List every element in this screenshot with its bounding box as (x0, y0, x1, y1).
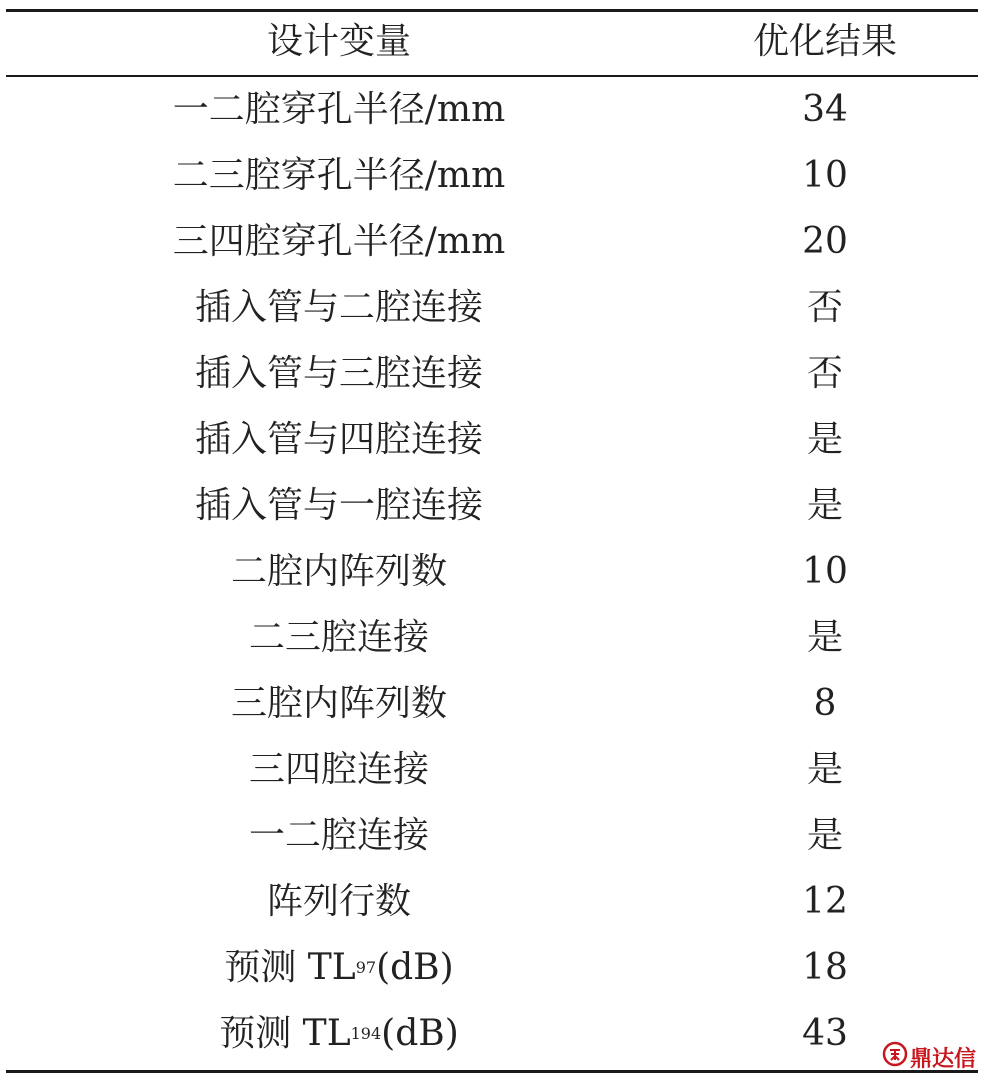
tl194-label-suffix: (dB) (381, 1013, 459, 1054)
header-design-variable: 设计变量 (266, 21, 411, 62)
result-cell: 20 (802, 221, 848, 262)
design-variable-cell: 三腔内阵列数 (230, 683, 447, 724)
results-table (6, 9, 978, 1073)
design-variable-cell: 二腔内阵列数 (230, 551, 447, 592)
result-cell: 34 (802, 89, 848, 130)
watermark-text: 鼎达信 (909, 1046, 976, 1072)
result-cell: 是 (806, 617, 843, 658)
design-variable-cell: 一二腔连接 (248, 815, 429, 856)
design-variable-cell: 插入管与四腔连接 (194, 419, 483, 460)
result-cell: 43 (802, 1013, 848, 1054)
design-variable-cell: 阵列行数 (266, 881, 411, 922)
tl194-label-subscript: 194 (350, 1024, 382, 1043)
result-cell: 是 (806, 485, 843, 526)
result-cell: 12 (802, 881, 848, 922)
tl97-label-suffix: (dB) (376, 947, 454, 988)
tl97-label-prefix: 预测 TL (224, 947, 356, 988)
result-cell: 10 (802, 551, 848, 592)
result-cell: 8 (813, 683, 837, 724)
design-variable-cell: 二三腔连接 (248, 617, 429, 658)
tl97-label-subscript: 97 (355, 958, 377, 977)
design-variable-cell: 插入管与三腔连接 (194, 353, 483, 394)
table-bottom-rule (6, 1070, 978, 1073)
result-cell: 否 (806, 287, 843, 328)
result-cell: 18 (802, 947, 848, 988)
result-cell: 10 (802, 155, 848, 196)
design-variable-cell: 一二腔穿孔半径/mm (172, 89, 506, 130)
design-variable-cell: 插入管与一腔连接 (194, 485, 483, 526)
design-variable-cell: 二三腔穿孔半径/mm (172, 155, 506, 196)
design-variable-cell: 三四腔连接 (248, 749, 429, 790)
design-variable-cell (6, 935, 672, 1001)
tl194-label-prefix: 预测 TL (219, 1013, 351, 1054)
design-variable-cell (6, 1001, 672, 1067)
result-cell: 否 (806, 353, 843, 394)
result-cell: 是 (806, 419, 843, 460)
watermark (882, 1041, 976, 1073)
result-cell: 是 (806, 749, 843, 790)
design-variable-cell: 三四腔穿孔半径/mm (172, 221, 506, 262)
result-cell: 是 (806, 815, 843, 856)
design-variable-cell: 插入管与二腔连接 (194, 287, 483, 328)
header-optimization-result: 优化结果 (752, 21, 897, 62)
shield-logo-icon (882, 1041, 908, 1073)
